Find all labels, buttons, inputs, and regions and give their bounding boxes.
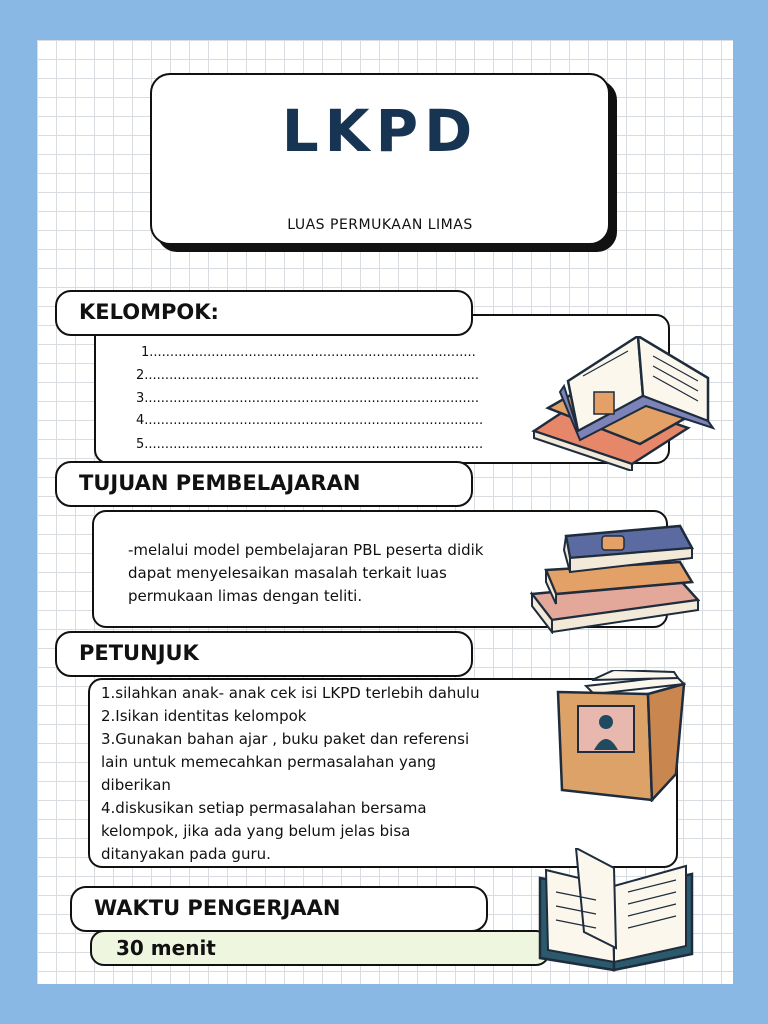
member-line-3[interactable]: 3................................................................................. bbox=[136, 391, 479, 406]
tujuan-label: TUJUAN PEMBELAJARAN bbox=[55, 461, 473, 507]
petunjuk-line-4: lain untuk memecahkan permasalahan yang bbox=[101, 753, 437, 771]
petunjuk-line-1: 1.silahkan anak- anak cek isi LKPD terlebih dahulu bbox=[101, 684, 480, 702]
waktu-label: WAKTU PENGERJAAN bbox=[70, 886, 488, 932]
tujuan-line-3: permukaan limas dengan teliti. bbox=[128, 587, 363, 605]
open-book-stack-illustration bbox=[528, 336, 718, 471]
tujuan-text bbox=[128, 539, 548, 608]
petunjuk-line-5: diberikan bbox=[101, 776, 171, 794]
petunjuk-line-7: kelompok, jika ada yang belum jelas bisa bbox=[101, 822, 411, 840]
page-title: LKPD bbox=[281, 97, 479, 165]
closed-book-stack-illustration bbox=[530, 522, 700, 634]
petunjuk-line-3: 3.Gunakan bahan ajar , buku paket dan referensi bbox=[101, 730, 470, 748]
title-card bbox=[150, 73, 610, 245]
petunjuk-line-2: 2.Isikan identitas kelompok bbox=[101, 707, 307, 725]
petunjuk-text bbox=[101, 682, 531, 866]
petunjuk-line-6: 4.diskusikan setiap permasalahan bersama bbox=[101, 799, 427, 817]
member-line-2[interactable]: 2................................................................................. bbox=[136, 368, 479, 383]
standing-book-illustration bbox=[556, 670, 690, 802]
member-line-4[interactable]: 4.................................................................................. bbox=[136, 413, 484, 428]
petunjuk-line-8: ditanyakan pada guru. bbox=[101, 845, 271, 863]
member-line-5[interactable]: 5.................................................................................. bbox=[136, 437, 484, 452]
waktu-value: 30 menit bbox=[90, 930, 550, 966]
tujuan-line-2: dapat menyelesaikan masalah terkait luas bbox=[128, 564, 447, 582]
page-subtitle: LUAS PERMUKAAN LIMAS bbox=[287, 217, 473, 233]
large-open-book-illustration bbox=[536, 848, 696, 972]
member-line-1[interactable]: 1............................................................................... bbox=[141, 345, 476, 360]
kelompok-label: KELOMPOK: bbox=[55, 290, 473, 336]
petunjuk-label: PETUNJUK bbox=[55, 631, 473, 677]
tujuan-line-1: -melalui model pembelajaran PBL peserta didik bbox=[128, 541, 484, 559]
